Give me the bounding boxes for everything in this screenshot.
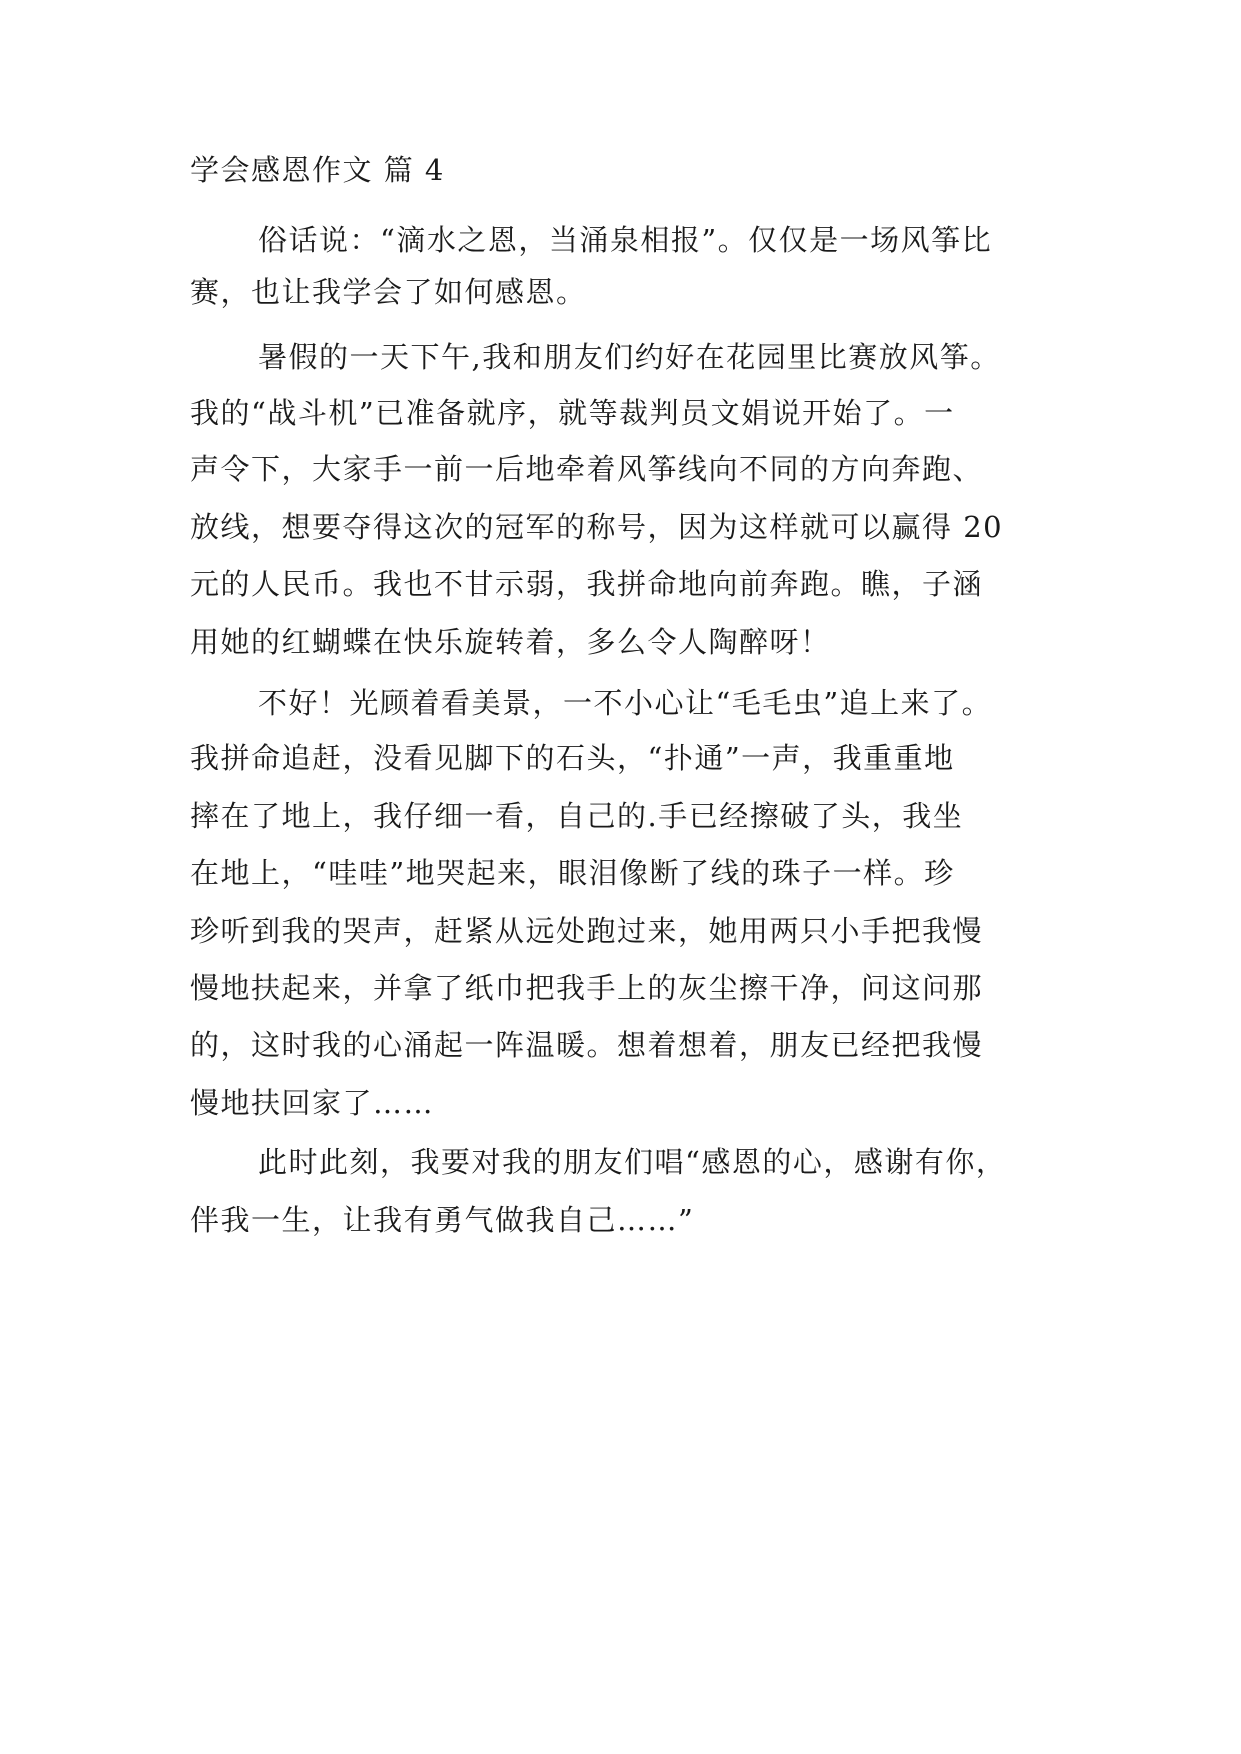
paragraph-2-line-1: 暑假的一天下午,我和朋友们约好在花园里比赛放风筝。 xyxy=(258,340,1001,374)
document-title: 学会感恩作文 篇 4 xyxy=(190,153,445,187)
paragraph-3-line-7: 的，这时我的心涌起一阵温暖。想着想着，朋友已经把我慢 xyxy=(190,1028,984,1062)
paragraph-2-line-2: 我的“战斗机”已准备就序，就等裁判员文娟说开始了。一 xyxy=(190,396,955,430)
paragraph-3-line-4: 在地上，“哇哇”地哭起来，眼泪像断了线的珠子一样。珍 xyxy=(190,856,955,890)
paragraph-4-line-2: 伴我一生，让我有勇气做我自己……” xyxy=(190,1203,695,1237)
paragraph-2-line-4: 放线，想要夺得这次的冠军的称号，因为这样就可以赢得 20 xyxy=(190,510,1004,544)
paragraph-3-line-3: 摔在了地上，我仔细一看，自己的.手已经擦破了头，我坐 xyxy=(190,799,964,833)
paragraph-3-line-2: 我拼命追赶，没看见脚下的石头，“扑通”一声，我重重地 xyxy=(190,741,955,775)
paragraph-3-line-6: 慢地扶起来，并拿了纸巾把我手上的灰尘擦干净，问这问那 xyxy=(190,971,984,1005)
paragraph-3-line-1: 不好！光顾着看美景，一不小心让“毛毛虫”追上来了。 xyxy=(258,686,993,720)
paragraph-3-line-8: 慢地扶回家了…… xyxy=(190,1086,435,1120)
paragraph-4-line-1: 此时此刻，我要对我的朋友们唱“感恩的心，感谢有你， xyxy=(258,1145,1007,1179)
paragraph-2-line-6: 用她的红蝴蝶在快乐旋转着，多么令人陶醉呀！ xyxy=(190,625,831,659)
paragraph-1-line-1: 俗话说：“滴水之恩，当涌泉相报”。仅仅是一场风筝比 xyxy=(258,223,993,257)
paragraph-2-line-3: 声令下，大家手一前一后地牵着风筝线向不同的方向奔跑、 xyxy=(190,452,984,486)
paragraph-1-line-2: 赛，也让我学会了如何感恩。 xyxy=(190,275,587,309)
paragraph-3-line-5: 珍听到我的哭声，赶紧从远处跑过来，她用两只小手把我慢 xyxy=(190,914,984,948)
paragraph-2-line-5: 元的人民币。我也不甘示弱，我拼命地向前奔跑。瞧，子涵 xyxy=(190,567,984,601)
